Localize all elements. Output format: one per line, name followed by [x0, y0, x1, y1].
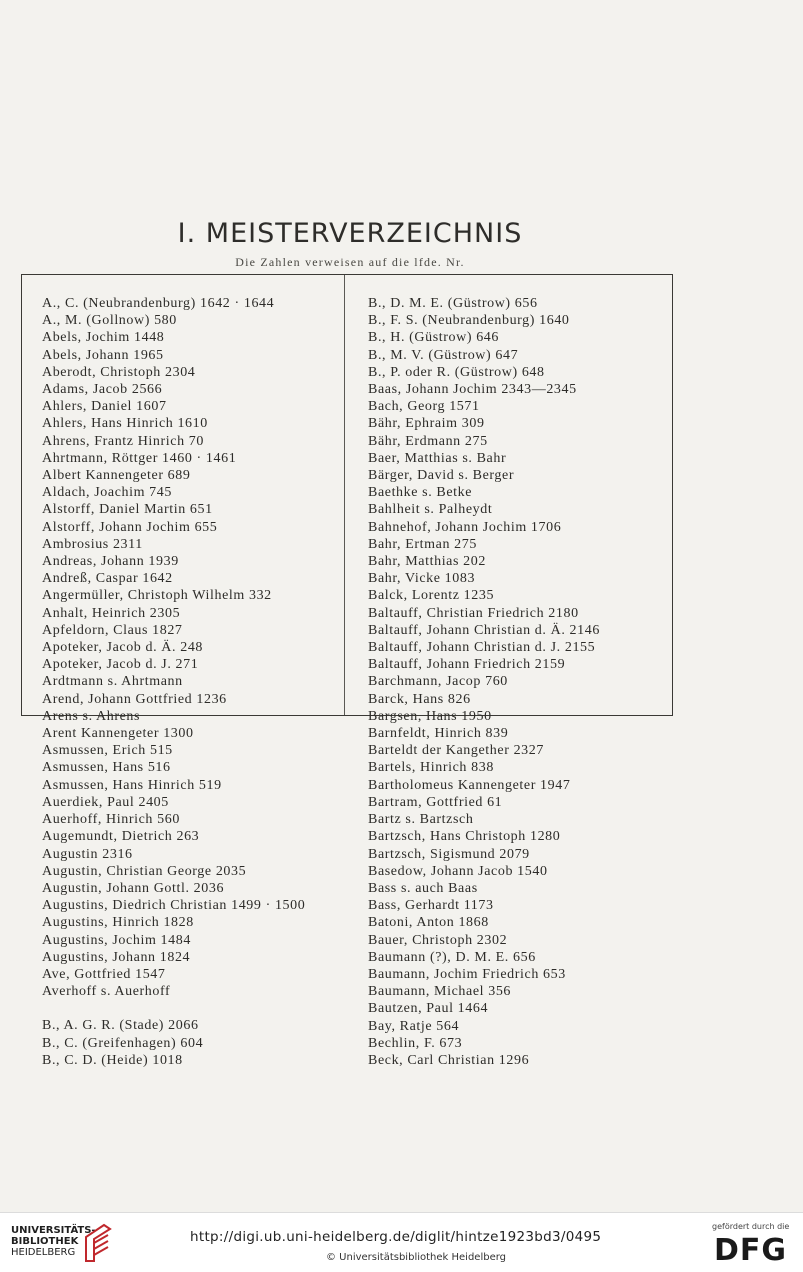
index-entry: Augustin, Christian George 2035	[42, 863, 247, 879]
copyright-notice: © Universitätsbibliothek Heidelberg	[326, 1252, 507, 1263]
index-entry: Ahrtmann, Röttger 1460 · 1461	[42, 450, 237, 466]
index-entry: Barck, Hans 826	[368, 691, 471, 707]
page-title: I. MEISTERVERZEICHNIS	[177, 218, 523, 249]
index-entry: Andreas, Johann 1939	[42, 554, 179, 570]
sponsor-label: gefördert durch die	[712, 1222, 790, 1231]
index-entry: Bass, Gerhardt 1173	[368, 898, 494, 914]
index-entry: B., D. M. E. (Güstrow) 656	[368, 296, 538, 311]
index-entry: Auerdiek, Paul 2405	[42, 794, 169, 810]
index-entry: Augustin, Johann Gottl. 2036	[42, 880, 225, 896]
index-entry: Augustin 2316	[42, 846, 133, 862]
index-entry: Baltauff, Johann Christian d. Ä. 2146	[368, 622, 600, 638]
index-entry: Beck, Carl Christian 1296	[368, 1052, 530, 1068]
index-entry: Balck, Lorentz 1235	[368, 588, 495, 604]
index-entry: Bartzsch, Sigismund 2079	[368, 846, 530, 862]
index-entry: Baltauff, Johann Friedrich 2159	[368, 657, 566, 673]
index-entry: Bay, Ratje 564	[368, 1018, 460, 1034]
index-entry: Ambrosius 2311	[42, 536, 143, 552]
index-entry: Baltauff, Christian Friedrich 2180	[368, 605, 579, 621]
index-entry: Bargsen, Hans 1950	[368, 708, 492, 724]
index-entry: Augustins, Jochim 1484	[42, 932, 191, 948]
logo-line-3: HEIDELBERG	[11, 1247, 76, 1258]
index-entry: Bautzen, Paul 1464	[368, 1001, 489, 1017]
index-entry: Bartholomeus Kannengeter 1947	[368, 777, 571, 793]
index-entry: A., C. (Neubrandenburg) 1642 · 1644	[42, 296, 275, 311]
index-entry: Averhoff s. Auerhoff	[42, 984, 171, 1000]
index-entry: Arens s. Ahrens	[42, 708, 141, 724]
index-entry: Bähr, Erdmann 275	[368, 433, 488, 449]
index-entry: Bahlheit s. Palheydt	[368, 502, 493, 518]
index-entry: Augustins, Johann 1824	[42, 949, 191, 965]
index-entry: Baas, Johann Jochim 2343—2345	[368, 382, 577, 398]
index-entry: Alstorff, Johann Jochim 655	[42, 519, 218, 535]
index-entry: B., C. D. (Heide) 1018	[42, 1052, 183, 1068]
index-entry: Apfeldorn, Claus 1827	[42, 622, 183, 638]
index-entry: Angermüller, Christoph Wilhelm 332	[42, 588, 272, 604]
dfg-logo[interactable]: DFG	[714, 1233, 788, 1268]
index-entry: Aberodt, Christoph 2304	[42, 364, 196, 380]
index-entry: B., C. (Greifenhagen) 604	[42, 1035, 204, 1051]
index-entry: Augustins, Hinrich 1828	[42, 915, 194, 931]
index-entry: Bartels, Hinrich 838	[368, 760, 494, 776]
page-subtitle: Die Zahlen verweisen auf die lfde. Nr.	[235, 255, 465, 269]
index-entry: Asmussen, Hans Hinrich 519	[42, 777, 222, 793]
index-entry: Bartram, Gottfried 61	[368, 794, 503, 810]
column-divider	[344, 275, 345, 715]
index-entry: Baumann, Michael 356	[368, 984, 512, 1000]
index-entry: Apoteker, Jacob d. Ä. 248	[42, 640, 204, 656]
index-entry: Bärger, David s. Berger	[368, 468, 515, 484]
index-entry: Baer, Matthias s. Bahr	[368, 450, 507, 466]
index-entry: Bass s. auch Baas	[368, 880, 478, 896]
index-entry: B., F. S. (Neubrandenburg) 1640	[368, 313, 570, 329]
index-entry: Asmussen, Hans 516	[42, 760, 171, 776]
index-entry: Alstorff, Daniel Martin 651	[42, 502, 213, 518]
index-entry: B., A. G. R. (Stade) 2066	[42, 1018, 199, 1034]
index-entry: Baumann (?), D. M. E. 656	[368, 949, 536, 965]
index-entry: Augustins, Diedrich Christian 1499 · 1500	[42, 898, 306, 914]
index-entry: B., P. oder R. (Güstrow) 648	[368, 364, 545, 380]
index-entry: Baumann, Jochim Friedrich 653	[368, 966, 566, 982]
left-index-column	[42, 295, 305, 1069]
index-entry: Arent Kannengeter 1300	[42, 726, 194, 742]
index-entry: Andreß, Caspar 1642	[42, 571, 173, 587]
index-entry: Bähr, Ephraim 309	[368, 416, 485, 432]
index-entry: Baltauff, Johann Christian d. J. 2155	[368, 640, 596, 656]
logo-line-1: UNIVERSITÄTS-	[11, 1225, 96, 1236]
index-entry: Bahr, Ertman 275	[368, 536, 477, 552]
index-entry: Ardtmann s. Ahrtmann	[42, 674, 183, 690]
index-entry: Bauer, Christoph 2302	[368, 932, 508, 948]
index-entry: Anhalt, Heinrich 2305	[42, 605, 181, 621]
index-entry: Bechlin, F. 673	[368, 1035, 463, 1051]
index-entry: Ave, Gottfried 1547	[42, 966, 166, 982]
logo-line-2: BIBLIOTHEK	[11, 1236, 79, 1247]
index-entry: Apoteker, Jacob d. J. 271	[42, 657, 199, 673]
index-entry: Ahlers, Daniel 1607	[42, 399, 167, 415]
permalink-url[interactable]: http://digi.ub.uni-heidelberg.de/diglit/hintze1923bd3/0495	[190, 1229, 602, 1245]
index-entry: Barteldt der Kangether 2327	[368, 743, 544, 759]
index-entry: Abels, Jochim 1448	[42, 330, 165, 346]
index-entry: Abels, Johann 1965	[42, 347, 164, 363]
index-entry: Baethke s. Betke	[368, 485, 473, 501]
index-frame	[21, 274, 673, 1068]
index-entry: Albert Kannengeter 689	[42, 468, 191, 484]
index-entry: Bartzsch, Hans Christoph 1280	[368, 829, 561, 845]
index-entry: Bahr, Matthias 202	[368, 554, 486, 570]
library-logo-icon	[82, 1223, 114, 1263]
index-entry: Ahrens, Frantz Hinrich 70	[42, 433, 204, 449]
index-entry: Bahr, Vicke 1083	[368, 571, 476, 587]
viewer-footer	[0, 1212, 803, 1272]
right-index-column	[368, 295, 600, 1069]
index-entry: Aldach, Joachim 745	[42, 485, 172, 501]
index-entry: Batoni, Anton 1868	[368, 915, 489, 931]
index-entry: Asmussen, Erich 515	[42, 743, 173, 759]
index-entry: Basedow, Johann Jacob 1540	[368, 863, 548, 879]
index-entry: A., M. (Gollnow) 580	[42, 313, 177, 329]
index-entry: Bahnehof, Johann Jochim 1706	[368, 519, 562, 535]
index-entry: Bartz s. Bartzsch	[368, 812, 474, 828]
index-entry: Adams, Jacob 2566	[42, 382, 163, 398]
index-entry: Ahlers, Hans Hinrich 1610	[42, 416, 208, 432]
index-entry: Barnfeldt, Hinrich 839	[368, 726, 509, 742]
index-entry: B., M. V. (Güstrow) 647	[368, 347, 519, 363]
index-entry: Barchmann, Jacop 760	[368, 674, 508, 690]
index-entry: Auerhoff, Hinrich 560	[42, 812, 180, 828]
index-entry: Bach, Georg 1571	[368, 399, 480, 415]
index-entry: Augemundt, Dietrich 263	[42, 829, 200, 845]
index-entry: Arend, Johann Gottfried 1236	[42, 691, 227, 707]
index-entry: B., H. (Güstrow) 646	[368, 330, 499, 346]
